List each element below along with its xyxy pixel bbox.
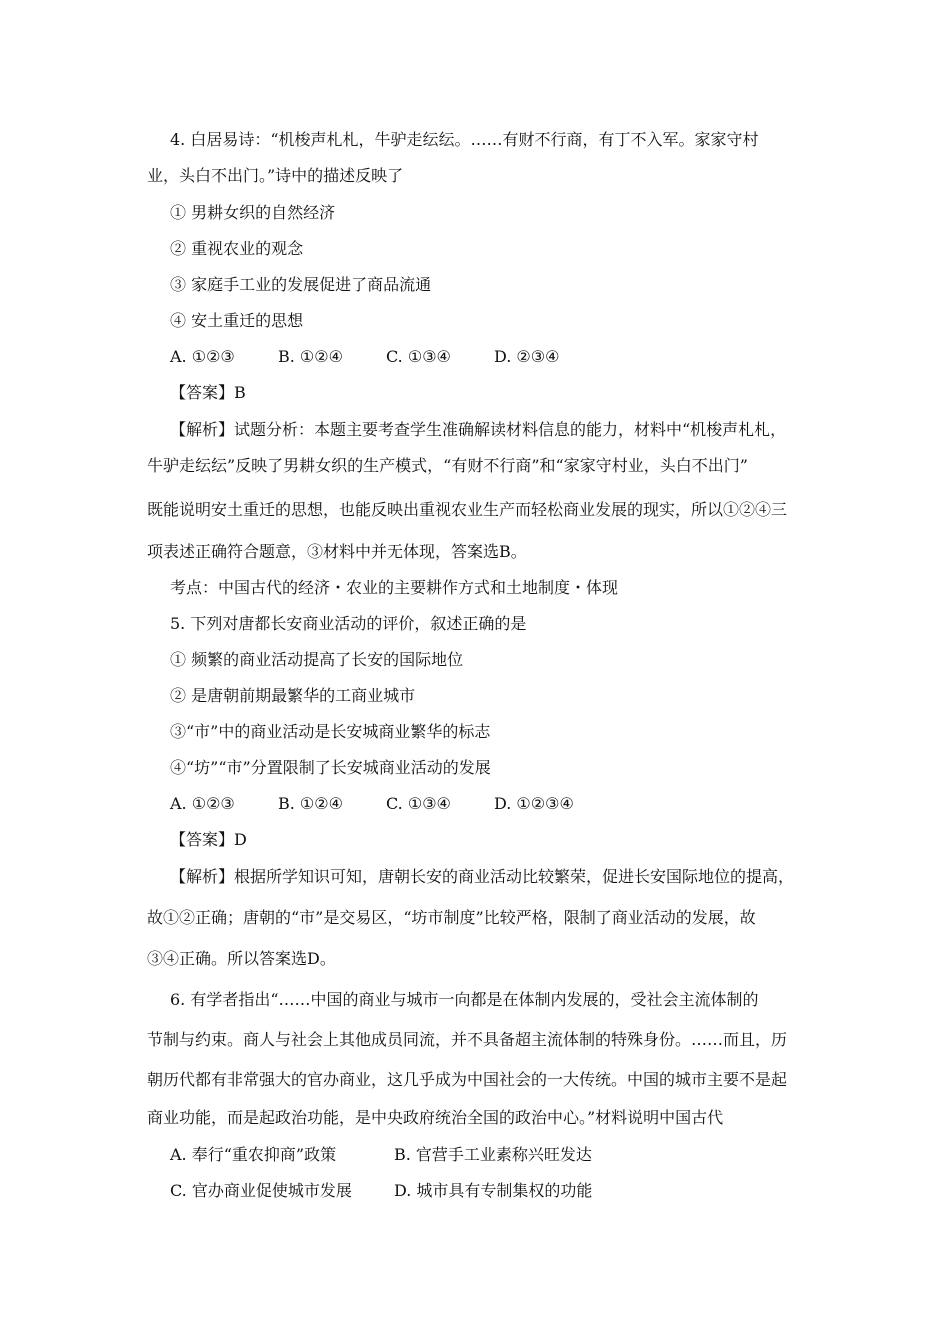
q5-analysis-line1: 【解析】根据所学知识可知，唐朝长安的商业活动比较繁荣，促进长安国际地位的提高， [170,867,795,886]
q6-option-c: C. 官办商业促使城市发展 [170,1181,352,1200]
q4-item-1: ① 男耕女织的自然经济 [170,203,336,222]
q6-option-a: A. 奉行“重农抑商”政策 [170,1145,337,1164]
q5-analysis-line2: 故①②正确；唐朝的“市”是交易区，“坊市制度”比较严格，限制了商业活动的发展，故 [147,908,756,927]
q6-stem-line2: 节制与约束。商人与社会上其他成员同流，并不具备超主流体制的特殊身份。……而且，历 [147,1030,788,1049]
q6-option-b: B. 官营手工业素称兴旺发达 [394,1145,592,1164]
q5-item-3: ③“市”中的商业活动是长安城商业繁华的标志 [170,722,491,741]
q4-analysis-line3: 既能说明安土重迁的思想，也能反映出重视农业生产而轻松商业发展的现实，所以①②④三 [147,500,788,519]
q4-answer: 【答案】B [170,383,246,402]
q4-stem-line2: 业，头白不出门。”诗中的描述反映了 [147,166,404,185]
q4-item-4: ④ 安土重迁的思想 [170,311,304,330]
q5-item-1: ① 频繁的商业活动提高了长安的国际地位 [170,650,464,669]
q4-option-c: C. ①③④ [386,347,451,366]
q4-item-3: ③ 家庭手工业的发展促进了商品流通 [170,275,432,294]
q5-item-4: ④“坊”“市”分置限制了长安城商业活动的发展 [170,758,491,777]
q4-option-d: D. ②③④ [494,347,560,366]
q4-option-b: B. ①②④ [278,347,343,366]
q4-analysis-line2: 牛驴走纭纭”反映了男耕女织的生产模式，“有财不行商”和“家家守村业，头白不出门” [147,456,748,475]
q6-stem-line1: 6. 有学者指出“……中国的商业与城市一向都是在体制内发展的，受社会主流体制的 [170,990,759,1009]
q6-option-d: D. 城市具有专制集权的功能 [394,1181,593,1200]
q4-stem-line1: 4. 白居易诗：“机梭声札札，牛驴走纭纭。……有财不行商，有丁不入军。家家守村 [170,130,759,149]
q4-kaodian: 考点：中国古代的经济・农业的主要耕作方式和土地制度・体现 [170,578,619,597]
q5-option-b: B. ①②④ [278,794,343,813]
q5-option-a: A. ①②③ [170,794,235,813]
q4-item-2: ② 重视农业的观念 [170,239,304,258]
q5-answer: 【答案】D [170,830,247,849]
q5-stem: 5. 下列对唐都长安商业活动的评价，叙述正确的是 [170,614,527,633]
q6-stem-line4: 商业功能，而是起政治功能，是中央政府统治全国的政治中心。”材料说明中国古代 [147,1108,724,1127]
q4-analysis-line1: 【解析】试题分析：本题主要考查学生准确解读材料信息的能力，材料中“机梭声札札， [170,420,787,439]
q6-stem-line3: 朝历代都有非常强大的官办商业，这几乎成为中国社会的一大传统。中国的城市主要不是起 [147,1070,788,1089]
q5-analysis-line3: ③④正确。所以答案选D。 [147,949,336,968]
q5-item-2: ② 是唐朝前期最繁华的工商业城市 [170,686,416,705]
q5-option-c: C. ①③④ [386,794,451,813]
q4-analysis-line4: 项表述正确符合题意，③材料中并无体现，答案选B。 [147,542,527,561]
q4-option-a: A. ①②③ [170,347,235,366]
q5-option-d: D. ①②③④ [494,794,574,813]
